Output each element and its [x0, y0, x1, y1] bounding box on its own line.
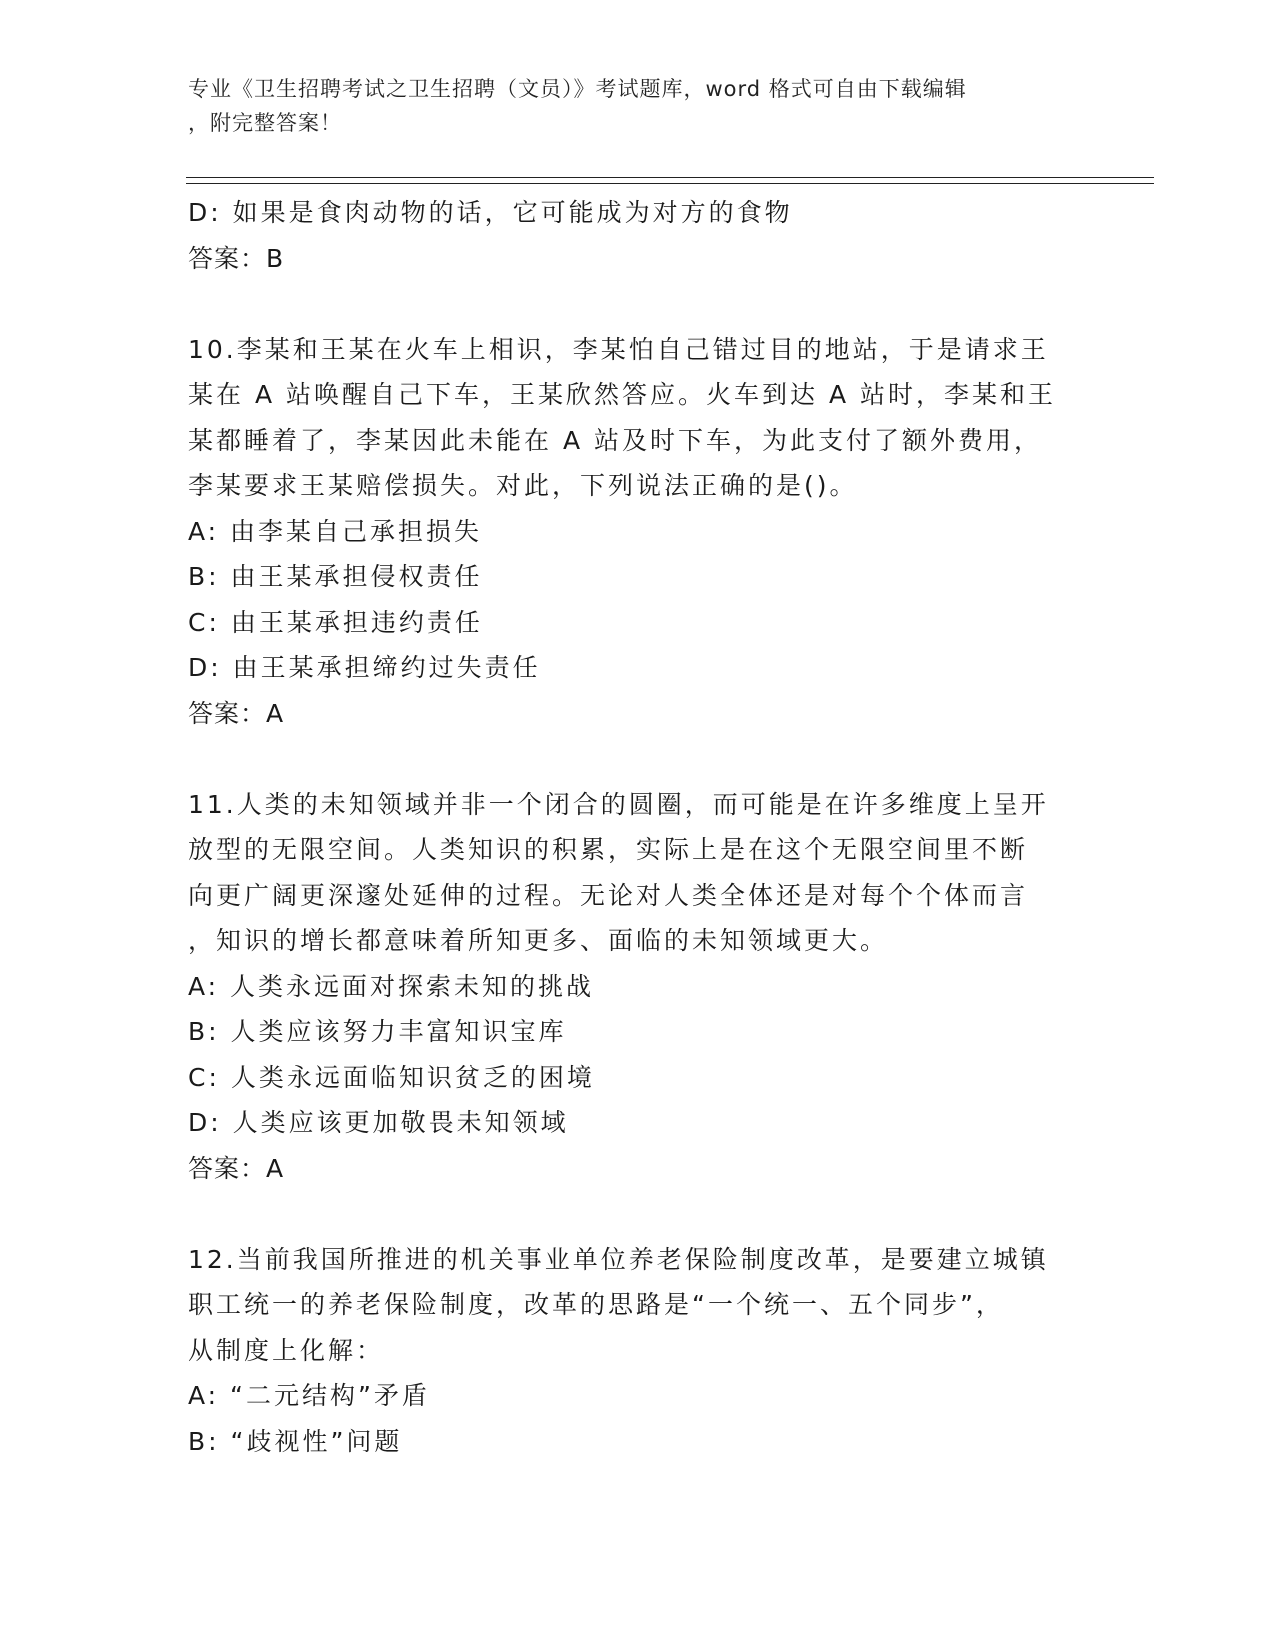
question-12	[188, 1237, 1088, 1465]
q10-stem-line: 某都睡着了，李某因此未能在 A 站及时下车，为此支付了额外费用，	[188, 425, 1042, 455]
q10-stem-line: 10.李某和王某在火车上相识，李某怕自己错过目的地站，于是请求王	[188, 334, 1049, 364]
q10-option-c: C: 由王某承担违约责任	[188, 607, 483, 637]
spacer	[188, 281, 1088, 327]
q10-answer: 答案：A	[188, 698, 285, 728]
q10-option-d: D: 由王某承担缔约过失责任	[188, 653, 541, 682]
q10-option-b: B: 由王某承担侵权责任	[188, 562, 483, 591]
q11-option-b: B: 人类应该努力丰富知识宝库	[188, 1017, 567, 1046]
header-rule-bottom	[186, 183, 1154, 184]
q11-option-a: A: 人类永远面对探索未知的挑战	[188, 971, 595, 1001]
q11-stem-line: ，知识的增长都意味着所知更多、面临的未知领域更大。	[188, 926, 889, 955]
q11-option-c: C: 人类永远面临知识贫乏的困境	[188, 1062, 595, 1092]
q12-stem-line: 12.当前我国所推进的机关事业单位养老保险制度改革，是要建立城镇	[188, 1244, 1049, 1274]
q11-answer: 答案：A	[188, 1153, 285, 1183]
q10-option-a: A: 由李某自己承担损失	[188, 516, 483, 546]
question-10	[188, 327, 1088, 737]
q9-answer: 答案：B	[188, 243, 285, 273]
q12-stem-line: 从制度上化解：	[188, 1335, 385, 1365]
spacer	[188, 736, 1088, 782]
q12-stem-line: 职工统一的养老保险制度，改革的思路是“一个统一、五个同步”，	[188, 1290, 1004, 1319]
q9-option-d: D: 如果是食肉动物的话，它可能成为对方的食物	[188, 198, 793, 227]
q10-stem-line: 李某要求王某赔偿损失。对此，下列说法正确的是()。	[188, 471, 858, 500]
q12-option-a: A: “二元结构”矛盾	[188, 1381, 430, 1410]
q11-stem-line: 11.人类的未知领域并非一个闭合的圆圈，而可能是在许多维度上呈开	[188, 789, 1049, 819]
question-11	[188, 782, 1088, 1192]
q12-option-b: B: “歧视性”问题	[188, 1426, 403, 1456]
header-line-1: 专业《卫生招聘考试之卫生招聘（文员）》考试题库，word 格式可自由下载编辑	[188, 77, 967, 101]
question-content	[188, 190, 1088, 1464]
spacer	[188, 1191, 1088, 1237]
header-line-2: ，附完整答案！	[188, 111, 342, 135]
q11-option-d: D: 人类应该更加敬畏未知领域	[188, 1108, 569, 1137]
q11-stem-line: 放型的无限空间。人类知识的积累，实际上是在这个无限空间里不断	[188, 835, 1029, 864]
q10-stem-line: 某在 A 站唤醒自己下车，王某欣然答应。火车到达 A 站时，李某和王	[188, 380, 1056, 409]
q11-stem-line: 向更广阔更深邃处延伸的过程。无论对人类全体还是对每个个体而言	[188, 880, 1029, 910]
header-rule-top	[186, 177, 1154, 178]
document-header	[188, 72, 1088, 140]
